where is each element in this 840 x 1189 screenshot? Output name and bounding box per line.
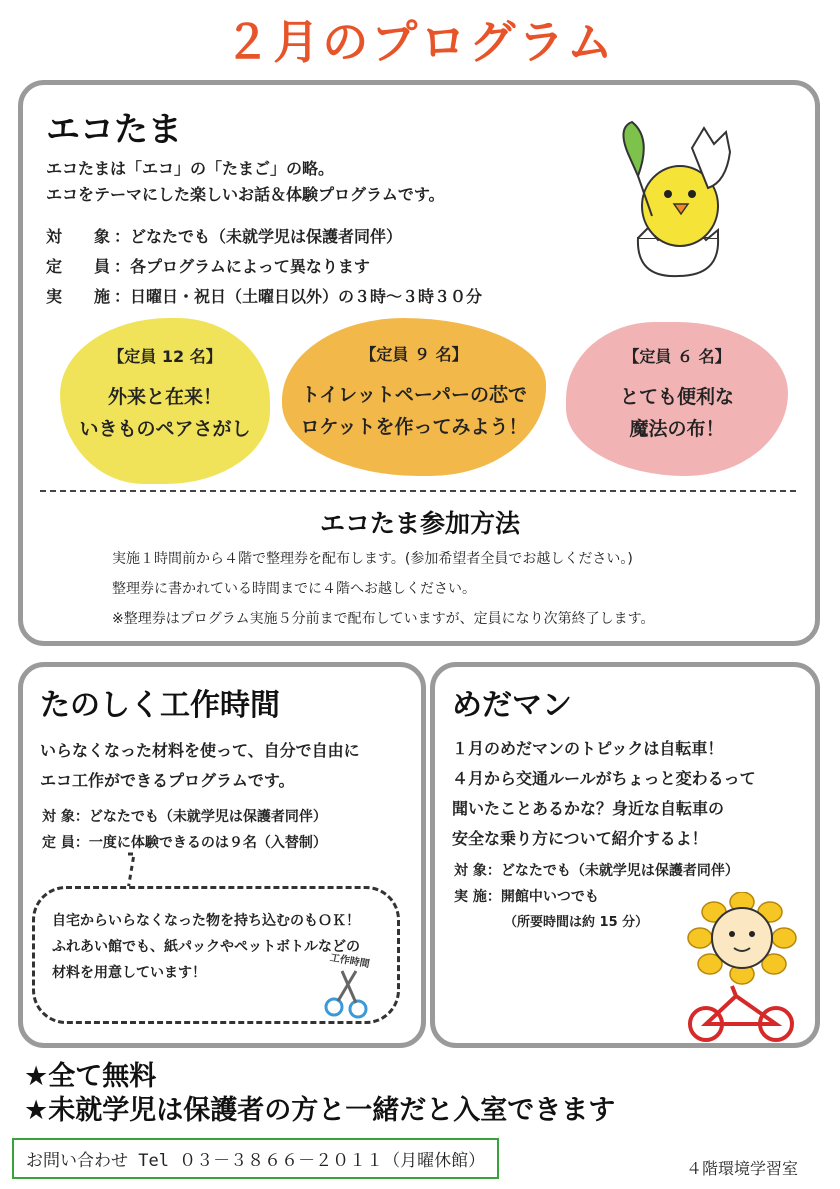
kosaku-info-line: 対 象：どなたでも（未就学児は保護者同伴） bbox=[42, 809, 327, 825]
ecotama-desc-line: エコたまは「エコ」の「たまご」の略。 bbox=[46, 159, 335, 178]
chick-mascot-icon bbox=[608, 118, 748, 278]
notes bbox=[24, 1060, 615, 1128]
contact-box: お問い合わせ Tel ０３－３８６６－２０１１（月曜休館） bbox=[12, 1138, 499, 1179]
program-card bbox=[566, 322, 788, 476]
bubble-line: 材料を用意しています！ bbox=[52, 965, 206, 981]
program-name-line: いきものペアさがし bbox=[79, 418, 251, 440]
info-value: ：各プログラムによって異なります bbox=[114, 257, 370, 276]
program-capacity: 【定員 ９ 名】 bbox=[360, 345, 468, 364]
kosaku-bubble-text bbox=[52, 908, 360, 986]
info-row bbox=[46, 252, 482, 282]
note-free: ★全て無料 bbox=[24, 1061, 157, 1092]
join-line: 整理券に書かれている時間までに４階へお越しください。 bbox=[112, 581, 476, 597]
program-name bbox=[282, 379, 546, 443]
program-name-line: ロケットを作ってみよう！ bbox=[300, 416, 528, 438]
info-row bbox=[46, 222, 482, 252]
kosaku-heading: たのしく工作時間 bbox=[40, 688, 280, 723]
info-value: ：どなたでも（未就学児は保護者同伴） bbox=[114, 227, 403, 246]
info-label: 対 象 bbox=[46, 227, 111, 246]
medaman-info-line: 実 施：開館中いつでも bbox=[454, 889, 599, 905]
kosaku-description bbox=[40, 736, 360, 796]
bubble-line: 自宅からいらなくなった物を持ち込むのもＯＫ！ bbox=[52, 913, 360, 929]
program-name bbox=[60, 381, 270, 445]
ecotama-heading: エコたま bbox=[46, 110, 182, 150]
kosaku-info bbox=[42, 804, 327, 856]
ecotama-desc-line: エコをテーマにした楽しいお話＆体験プログラムです。 bbox=[46, 185, 445, 204]
medaman-description bbox=[452, 734, 756, 854]
program-name-line: 外来と在来！ bbox=[107, 386, 222, 408]
program-capacity: 【定員 12 名】 bbox=[108, 347, 222, 366]
info-value: ：日曜日・祝日（土曜日以外）の３時～３時３０分 bbox=[114, 287, 483, 306]
kosaku-desc-line: エコ工作ができるプログラムです。 bbox=[40, 771, 295, 790]
location-label: ４階環境学習室 bbox=[686, 1159, 799, 1178]
program-capacity: 【定員 ６ 名】 bbox=[623, 347, 731, 366]
bubble-line: ふれあい館でも、紙パックやペットボトルなどの bbox=[52, 939, 360, 955]
program-name-line: 魔法の布！ bbox=[629, 418, 725, 440]
program-card bbox=[60, 318, 270, 484]
program-card bbox=[282, 318, 546, 476]
medaman-desc-line: ４月から交通ルールがちょっと変わるって bbox=[452, 769, 756, 788]
medaman-desc-line: 安全な乗り方について紹介するよ！ bbox=[452, 829, 708, 848]
section-divider bbox=[40, 490, 796, 492]
info-label: 定 員 bbox=[46, 257, 111, 276]
join-line: ※整理券はプログラム実施５分前まで配布していますが、定員になり次第終了します。 bbox=[112, 611, 655, 627]
kosaku-icon-label: 工作時間 bbox=[329, 952, 371, 971]
medaman-info-line: 対 象：どなたでも（未就学児は保護者同伴） bbox=[454, 863, 739, 879]
info-label: 実 施 bbox=[46, 287, 111, 306]
join-instructions bbox=[112, 544, 654, 634]
info-row bbox=[46, 282, 482, 312]
medaman-heading: めだマン bbox=[452, 688, 572, 723]
note-preschool: ★未就学児は保護者の方と一緒だと入室できます bbox=[24, 1095, 616, 1126]
kosaku-desc-line: いらなくなった材料を使って、自分で自由に bbox=[40, 741, 360, 760]
ecotama-description bbox=[46, 156, 445, 208]
medaman-desc-line: １月のめだマンのトピックは自転車！ bbox=[452, 739, 724, 758]
join-heading: エコたま参加方法 bbox=[319, 509, 520, 538]
program-name-line: トイレットペーパーの芯で bbox=[301, 384, 527, 406]
program-name-line: とても便利な bbox=[619, 386, 734, 408]
medaman-info-line: （所要時間は約 15 分） bbox=[504, 915, 649, 930]
medaman-desc-line: 聞いたことあるかな？身近な自転車の bbox=[452, 799, 725, 818]
sunflower-mascot-icon bbox=[676, 892, 806, 1042]
ecotama-info bbox=[46, 222, 482, 312]
program-name bbox=[566, 381, 788, 445]
kosaku-icon bbox=[318, 952, 382, 1018]
join-line: 実施１時間前から４階で整理券を配布します。(参加希望者全員でお越しください。) bbox=[112, 551, 633, 567]
kosaku-info-line: 定 員：一度に体験できるのは９名（入替制） bbox=[42, 835, 327, 851]
page-title: ２月のプログラム bbox=[224, 15, 616, 69]
scissors-icon bbox=[318, 967, 382, 1019]
